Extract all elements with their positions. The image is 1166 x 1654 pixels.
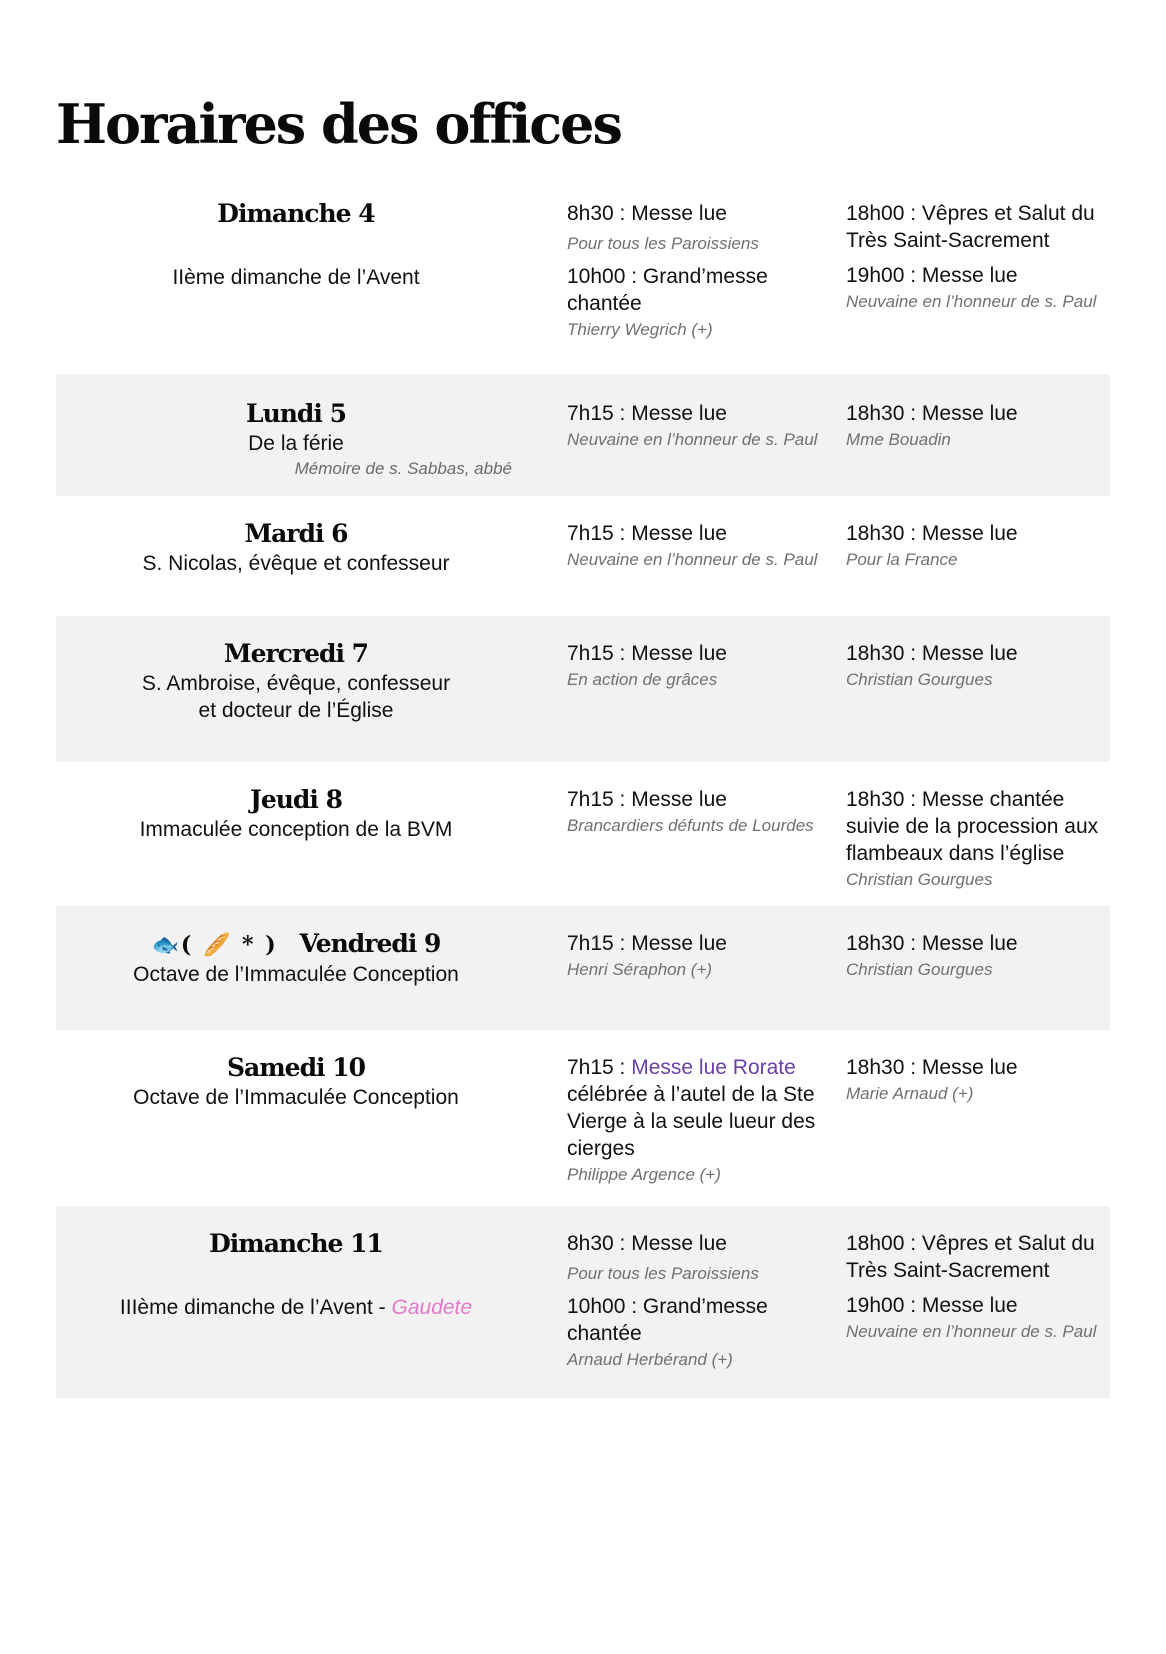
day-cell	[56, 784, 536, 843]
service-time: 18h30 : Messe lue	[846, 932, 1018, 955]
mass-intention: Henri Séraphon (+)	[567, 960, 713, 979]
service-time: 19h00 : Messe lue	[846, 1294, 1018, 1317]
mass-intention: Christian Gourgues	[846, 960, 993, 979]
feast-name	[56, 1294, 536, 1321]
day-row-lundi-5	[56, 374, 1110, 496]
feast-name: Immaculée conception de la BVM	[139, 818, 453, 841]
evening-services	[846, 1054, 1110, 1107]
gaudete-highlight: Gaudete	[391, 1296, 473, 1319]
service-time: 18h30 : Messe lue	[846, 1056, 1018, 1079]
service-time: 10h00 : Grand’messe chantée	[567, 265, 768, 315]
day-name: Lundi 5	[245, 399, 346, 428]
day-row-dimanche-11	[56, 1206, 1110, 1398]
schedule-table	[56, 188, 1110, 1398]
evening-services	[846, 930, 1110, 983]
morning-services	[567, 786, 829, 839]
mass-intention: Thierry Wegrich (+)	[567, 320, 713, 339]
day-cell	[56, 518, 536, 577]
mass-intention: Neuvaine en l’honneur de s. Paul	[567, 550, 818, 569]
evening-services	[846, 1230, 1110, 1345]
evening-services	[846, 400, 1110, 453]
feast-name-line1: S. Ambroise, évêque, confesseur	[141, 672, 451, 695]
service-time: 18h00 : Vêpres et Salut du Très Saint-Sacrement	[846, 202, 1095, 252]
morning-services	[567, 200, 829, 343]
day-row-mercredi-7	[56, 616, 1110, 762]
day-name: Dimanche 11	[209, 1229, 383, 1258]
day-cell	[56, 1228, 536, 1321]
day-cell	[56, 928, 536, 988]
morning-services	[567, 400, 829, 453]
day-name: Jeudi 8	[250, 785, 342, 814]
feast-name: S. Nicolas, évêque et confesseur	[142, 552, 450, 575]
feast-name-line2: et docteur de l’Église	[198, 699, 394, 722]
service-time: 10h00 : Grand’messe chantée	[567, 1295, 768, 1345]
memoire-note: Mémoire de s. Sabbas, abbé	[294, 459, 512, 478]
service-time: 18h30 : Messe lue	[846, 642, 1018, 665]
mass-intention: Neuvaine en l’honneur de s. Paul	[846, 1322, 1097, 1341]
service-time: 18h30 : Messe lue	[846, 522, 1018, 545]
day-cell	[56, 398, 536, 481]
page-title: Horaires des offices	[56, 92, 621, 156]
mass-intention: Christian Gourgues	[846, 870, 993, 889]
day-name: Samedi 10	[226, 1053, 366, 1082]
mass-intention: Pour tous les Paroissiens	[567, 1264, 759, 1283]
service-description: célébrée à l’autel de la Ste Vierge à la seule lueur des cierges	[567, 1083, 816, 1160]
evening-services	[846, 786, 1110, 893]
day-name	[56, 928, 536, 961]
service-rorate	[567, 1054, 829, 1162]
day-row-mardi-6	[56, 496, 1110, 616]
service-time: 7h15 : Messe lue	[567, 522, 727, 545]
service-time: 7h15 : Messe lue	[567, 788, 727, 811]
service-time: 7h15 : Messe lue	[567, 402, 727, 425]
service-time: 18h00 : Vêpres et Salut du Très Saint-Sacrement	[846, 1232, 1095, 1282]
evening-services	[846, 640, 1110, 693]
service-time-label: 7h15 :	[567, 1056, 632, 1079]
mass-intention: Philippe Argence (+)	[567, 1165, 721, 1184]
morning-services	[567, 1230, 829, 1373]
service-time: 7h15 : Messe lue	[567, 642, 727, 665]
rorate-highlight: Messe lue Rorate	[631, 1056, 796, 1079]
day-name-text: Vendredi 9	[299, 929, 441, 958]
feast-name: IIème dimanche de l’Avent	[172, 266, 420, 289]
mass-intention: Brancardiers défunts de Lourdes	[567, 816, 814, 835]
service-time: 8h30 : Messe lue	[567, 202, 727, 225]
morning-services	[567, 640, 829, 693]
evening-services	[846, 520, 1110, 573]
mass-intention: Neuvaine en l’honneur de s. Paul	[846, 292, 1097, 311]
service-time: 19h00 : Messe lue	[846, 264, 1018, 287]
day-name: Dimanche 4	[217, 199, 375, 228]
day-row-dimanche-4	[56, 188, 1110, 374]
mass-intention: Mme Bouadin	[846, 430, 951, 449]
mass-intention: Pour la France	[846, 550, 958, 569]
feast-name: Octave de l’Immaculée Conception	[133, 963, 459, 986]
morning-services	[567, 930, 829, 983]
mass-intention: Pour tous les Paroissiens	[567, 234, 759, 253]
day-row-samedi-10	[56, 1030, 1110, 1206]
fish-bread-emoji-icon: 🐟( 🥖 * )	[151, 932, 278, 958]
day-name: Mercredi 7	[223, 639, 369, 668]
day-cell	[56, 638, 536, 724]
mass-intention: Arnaud Herbérand (+)	[567, 1350, 733, 1369]
day-row-jeudi-8	[56, 762, 1110, 906]
service-time: 7h15 : Messe lue	[567, 932, 727, 955]
mass-intention: Marie Arnaud (+)	[846, 1084, 974, 1103]
mass-intention: Christian Gourgues	[846, 670, 993, 689]
morning-services	[567, 520, 829, 573]
day-cell	[56, 1052, 536, 1111]
mass-intention: En action de grâces	[567, 670, 718, 689]
service-time: 8h30 : Messe lue	[567, 1232, 727, 1255]
service-time: 18h30 : Messe lue	[846, 402, 1018, 425]
day-row-vendredi-9	[56, 906, 1110, 1030]
evening-services	[846, 200, 1110, 315]
feast-name: Octave de l’Immaculée Conception	[133, 1086, 459, 1109]
morning-services	[567, 1054, 829, 1188]
service-time: 18h30 : Messe chantée suivie de la procession aux flambeaux dans l’église	[846, 788, 1099, 865]
day-cell	[56, 198, 536, 291]
feast-name: De la férie	[248, 432, 344, 455]
mass-intention: Neuvaine en l’honneur de s. Paul	[567, 430, 818, 449]
day-name: Mardi 6	[244, 519, 348, 548]
feast-text: IIIème dimanche de l’Avent -	[119, 1296, 392, 1319]
